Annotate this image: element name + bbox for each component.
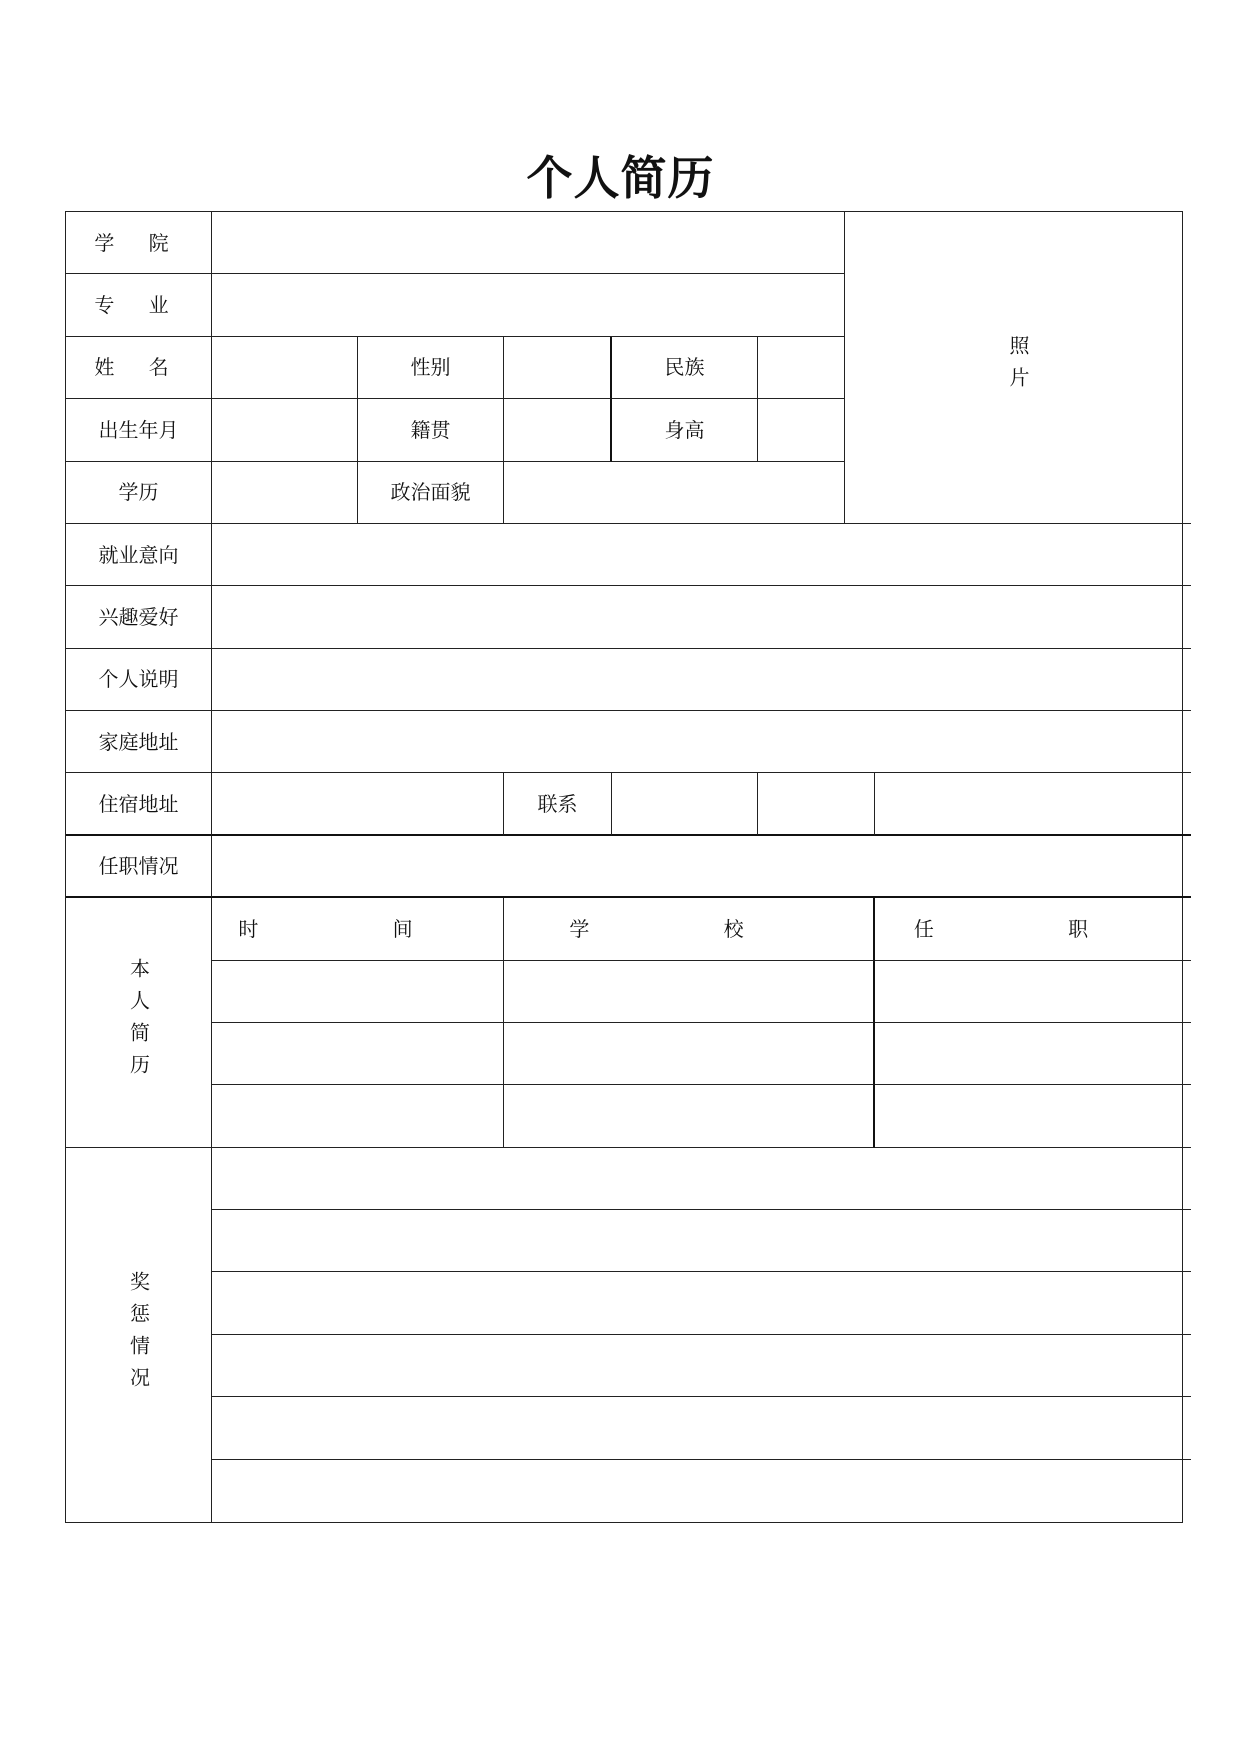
contact-field-2[interactable] [758,773,875,835]
award-row[interactable] [212,1272,1191,1334]
resume-school-cell[interactable] [504,1023,875,1085]
resume-time-cell[interactable] [212,1023,504,1085]
self-statement-field[interactable] [212,649,1191,711]
positions-label: 任职情况 [66,836,212,898]
name-field[interactable] [212,337,358,399]
resume-form-table [65,211,1183,1523]
award-row[interactable] [212,1148,1191,1210]
contact-field-1[interactable] [612,773,758,835]
resume-time-cell[interactable] [212,961,504,1023]
name-label: 姓 名 [66,337,212,399]
political-status-label: 政治面貌 [358,462,504,524]
resume-school-cell[interactable] [504,961,875,1023]
resume-role-header: 任 职 [875,898,1191,960]
height-field[interactable] [758,399,845,461]
birth-field[interactable] [212,399,358,461]
award-row[interactable] [212,1210,1191,1272]
major-label: 专 业 [66,274,212,336]
self-statement-label: 个人说明 [66,649,212,711]
hobbies-field[interactable] [212,586,1191,648]
job-intention-label: 就业意向 [66,524,212,586]
award-row[interactable] [212,1335,1191,1397]
college-field[interactable] [212,212,845,274]
resume-school-cell[interactable] [504,1085,875,1147]
resume-time-cell[interactable] [212,1085,504,1147]
college-label: 学 院 [66,212,212,274]
contact-field-3[interactable] [875,773,1191,835]
resume-time-header: 时 间 [212,898,504,960]
award-row[interactable] [212,1397,1191,1459]
resume-section-label: 本人简历 [66,898,212,1148]
page-title: 个人简历 [526,151,715,205]
ethnicity-field[interactable] [758,337,845,399]
birth-label: 出生年月 [66,399,212,461]
resume-school-header: 学 校 [504,898,875,960]
resume-role-cell[interactable] [875,961,1191,1023]
award-row[interactable] [212,1460,1191,1522]
dorm-address-field[interactable] [212,773,504,835]
resume-role-cell[interactable] [875,1023,1191,1085]
contact-label: 联系 [504,773,612,835]
education-field[interactable] [212,462,358,524]
major-field[interactable] [212,274,845,336]
awards-section-label: 奖惩情况 [66,1148,212,1522]
native-place-field[interactable] [504,399,612,461]
home-address-label: 家庭地址 [66,711,212,773]
home-address-field[interactable] [212,711,1191,773]
education-label: 学历 [66,462,212,524]
positions-field[interactable] [212,836,1191,898]
hobbies-label: 兴趣爱好 [66,586,212,648]
job-intention-field[interactable] [212,524,1191,586]
political-status-field[interactable] [504,462,845,524]
native-place-label: 籍贯 [358,399,504,461]
resume-role-cell[interactable] [875,1085,1191,1147]
dorm-address-label: 住宿地址 [66,773,212,835]
photo-area[interactable]: 照片 [845,212,1191,524]
height-label: 身高 [612,399,758,461]
gender-field[interactable] [504,337,612,399]
ethnicity-label: 民族 [612,337,758,399]
gender-label: 性别 [358,337,504,399]
